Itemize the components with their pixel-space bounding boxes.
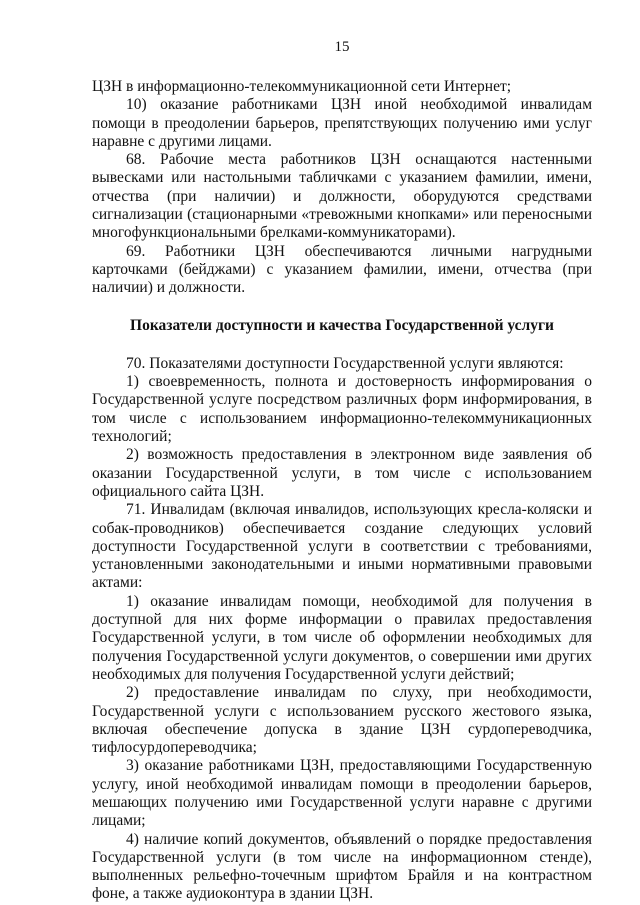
paragraph-continuation: ЦЗН в информационно-телекоммуникационной сети Интернет;	[92, 78, 512, 95]
paragraph-70: 70. Показателями доступности Государственной услуги являются:	[126, 354, 564, 372]
paragraph-item-10: 10) оказание работниками ЦЗН иной необходимой инвалидам помощи в преодолении барьеров, препятствующих получению ими услуг наравне с другими лицами.	[92, 96, 592, 150]
paragraph-70-item-1: 1) своевременность, полнота и достоверность информирования о Государственной услуге посредством различных форм информирования, в том числе с использованием информационно-телекоммуникационных технологий;	[92, 373, 592, 446]
paragraph-71-item-2: 2) предоставление инвалидам по слуху, при необходимости, Государственной услуги с использованием русского жестового языка, включая обеспечение допуска в здание ЦЗН сурдопереводчика, тифлосурдопереводчика;	[92, 684, 592, 757]
paragraph-70-item-2: 2) возможность предоставления в электронном виде заявления об оказании Государственной услуги, в том числе с использованием официального сайта ЦЗН.	[92, 446, 592, 500]
paragraph-71-item-1: 1) оказание инвалидам помощи, необходимой для получения в доступной для них форме информации о правилах предоставления Государственной услуги, в том числе об оформлении необходимых для получения Государственной услуги документов, о совершении ими других необходимых для получения Государственной услуги действий;	[92, 592, 592, 683]
paragraph-69: 69. Работники ЦЗН обеспечиваются личными нагрудными карточками (бейджами) с указанием фамилии, имени, отчества (при наличии) и должности.	[92, 242, 592, 297]
paragraph-71: 71. Инвалидам (включая инвалидов, использующих кресла-коляски и собак-проводников) обеспечивается создание следующих условий доступности Государственной услуги в соответствии с требованиями, установленными законодательными и иными нормативными правовыми актами:	[92, 501, 592, 592]
paragraph-68: 68. Рабочие места работников ЦЗН оснащаются настенными вывесками или настольными табличками с указанием фамилии, имени, отчества (при наличии) и должности, оборудуются средствами сигнализации (стационарными «тревожными кнопками» или переносными многофункциональными брелками-коммуникаторами).	[92, 151, 592, 242]
section-heading: Показатели доступности и качества Государственной услуги	[130, 316, 554, 334]
page-number: 15	[334, 39, 350, 55]
paragraph-71-item-3: 3) оказание работниками ЦЗН, предоставляющими Государственную услугу, иной необходимой инвалидам помощи в преодолении барьеров, мешающих получению ими Государственной услуги наравне с другими лицами;	[92, 757, 592, 830]
paragraph-71-item-4: 4) наличие копий документов, объявлений о порядке предоставления Государственной услуги (в том числе на информационном стенде), выполненных рельефно-точечным шрифтом Брайля и на контрастном фоне, а также аудиоконтура в здании ЦЗН.	[92, 830, 592, 903]
